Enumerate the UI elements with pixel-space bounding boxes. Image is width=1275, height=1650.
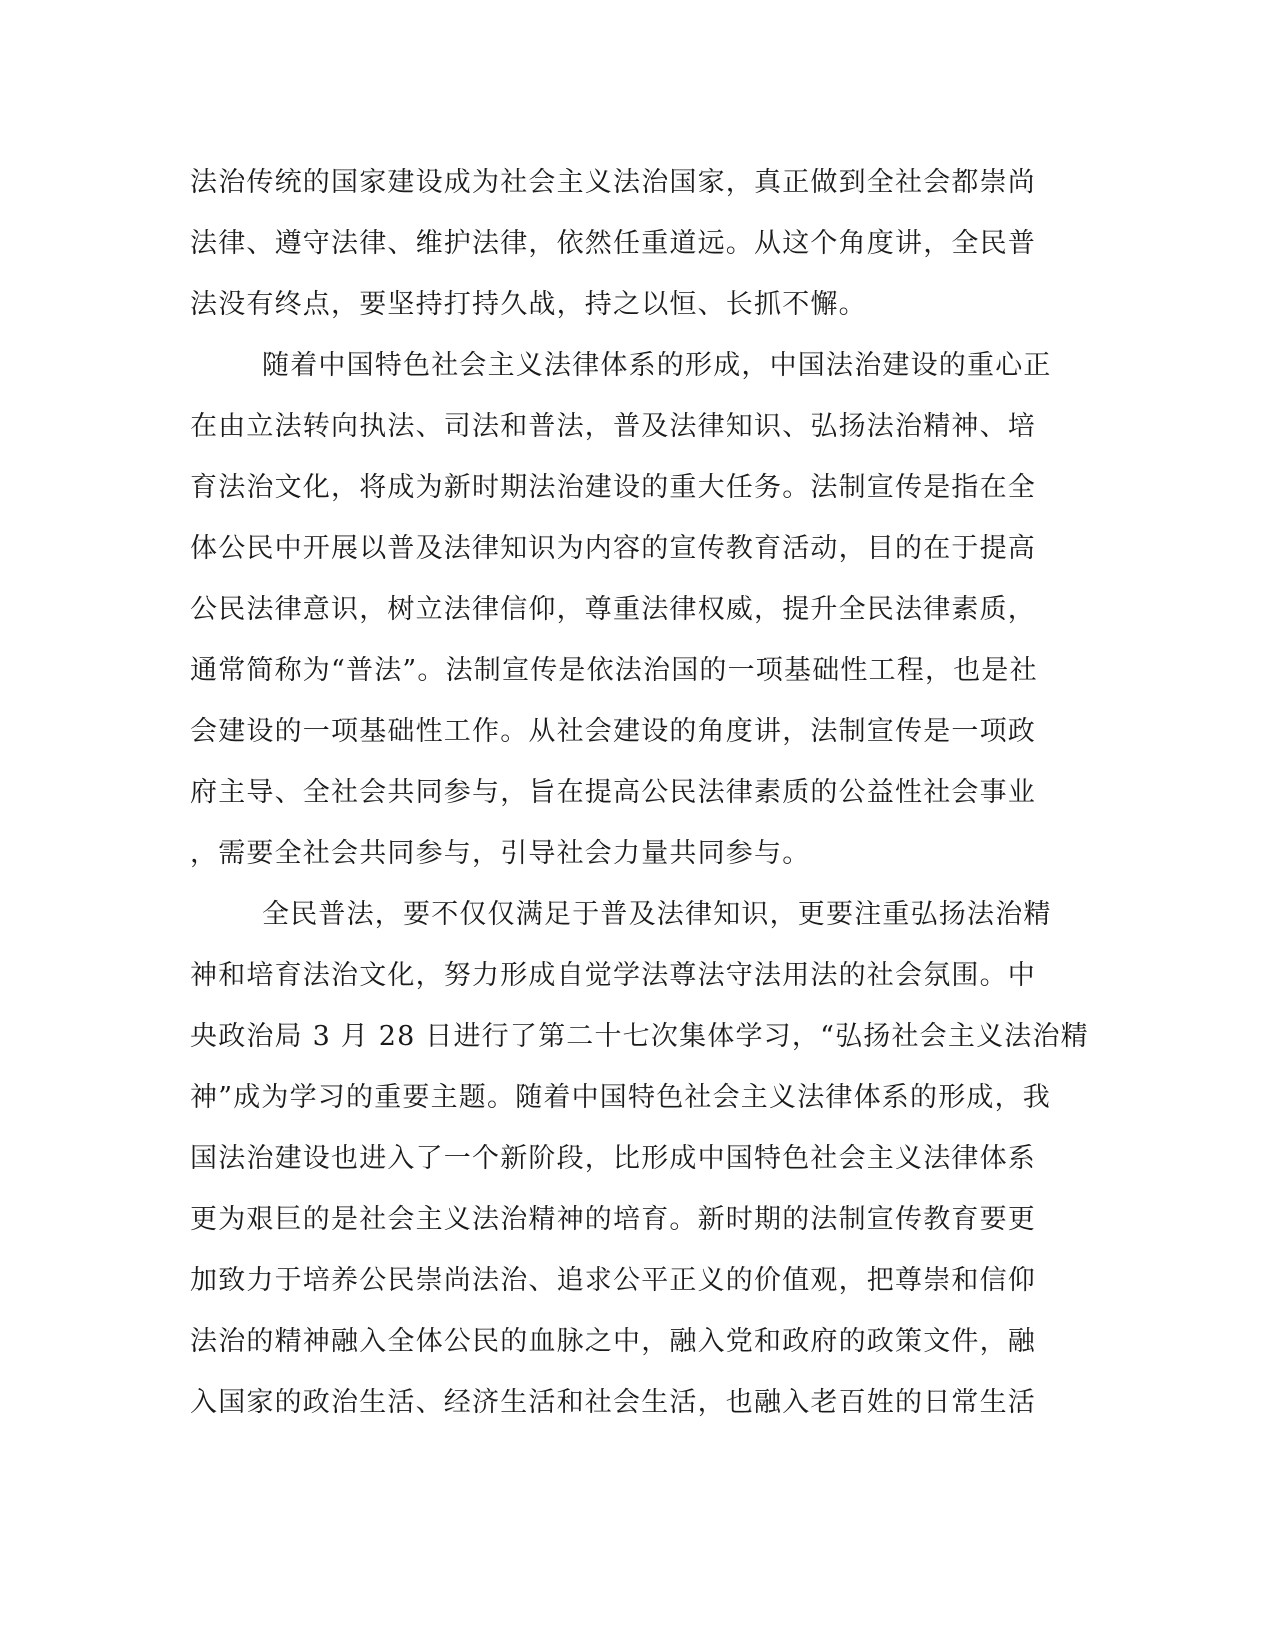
text-line: ，需要全社会共同参与，引导社会力量共同参与。 — [190, 838, 811, 869]
text-line: 央政治局 3 月 28 日进行了第二十七次集体学习，“弘扬社会主义法治精 — [190, 1021, 1089, 1052]
text-line: 会建设的一项基础性工作。从社会建设的角度讲，法制宣传是一项政 — [190, 716, 1036, 747]
text-line: 在由立法转向执法、司法和普法，普及法律知识、弘扬法治精神、培 — [190, 411, 1036, 442]
text-line: 体公民中开展以普及法律知识为内容的宣传教育活动，目的在于提高 — [190, 533, 1036, 564]
text-line: 法没有终点，要坚持打持久战，持之以恒、长抓不懈。 — [190, 289, 867, 320]
text-line: 神和培育法治文化，努力形成自觉学法尊法守法用法的社会氛围。中 — [190, 960, 1036, 991]
text-line: 加致力于培养公民崇尚法治、追求公平正义的价值观，把尊崇和信仰 — [190, 1265, 1036, 1296]
body-text — [190, 163, 1090, 1444]
text-line: 公民法律意识，树立法律信仰，尊重法律权威，提升全民法律素质， — [190, 594, 1036, 625]
text-line: 法律、遵守法律、维护法律，依然任重道远。从这个角度讲，全民普 — [190, 228, 1036, 259]
text-line: 更为艰巨的是社会主义法治精神的培育。新时期的法制宣传教育要更 — [190, 1204, 1036, 1235]
text-line: 法治的精神融入全体公民的血脉之中，融入党和政府的政策文件，融 — [190, 1326, 1036, 1357]
text-line: 府主导、全社会共同参与，旨在提高公民法律素质的公益性社会事业 — [190, 777, 1036, 808]
text-line: 通常简称为“普法”。法制宣传是依法治国的一项基础性工程，也是社 — [190, 655, 1038, 686]
text-line: 法治传统的国家建设成为社会主义法治国家，真正做到全社会都崇尚 — [190, 167, 1036, 198]
paragraph-first-line: 全民普法，要不仅仅满足于普及法律知识，更要注重弘扬法治精 — [262, 899, 1052, 930]
text-line: 育法治文化，将成为新时期法治建设的重大任务。法制宣传是指在全 — [190, 472, 1036, 503]
text-line: 国法治建设也进入了一个新阶段，比形成中国特色社会主义法律体系 — [190, 1143, 1036, 1174]
paragraph-first-line: 随着中国特色社会主义法律体系的形成，中国法治建设的重心正 — [262, 350, 1052, 381]
text-line: 入国家的政治生活、经济生活和社会生活，也融入老百姓的日常生活 — [190, 1387, 1036, 1418]
text-line: 神”成为学习的重要主题。随着中国特色社会主义法律体系的形成，我 — [190, 1082, 1052, 1113]
